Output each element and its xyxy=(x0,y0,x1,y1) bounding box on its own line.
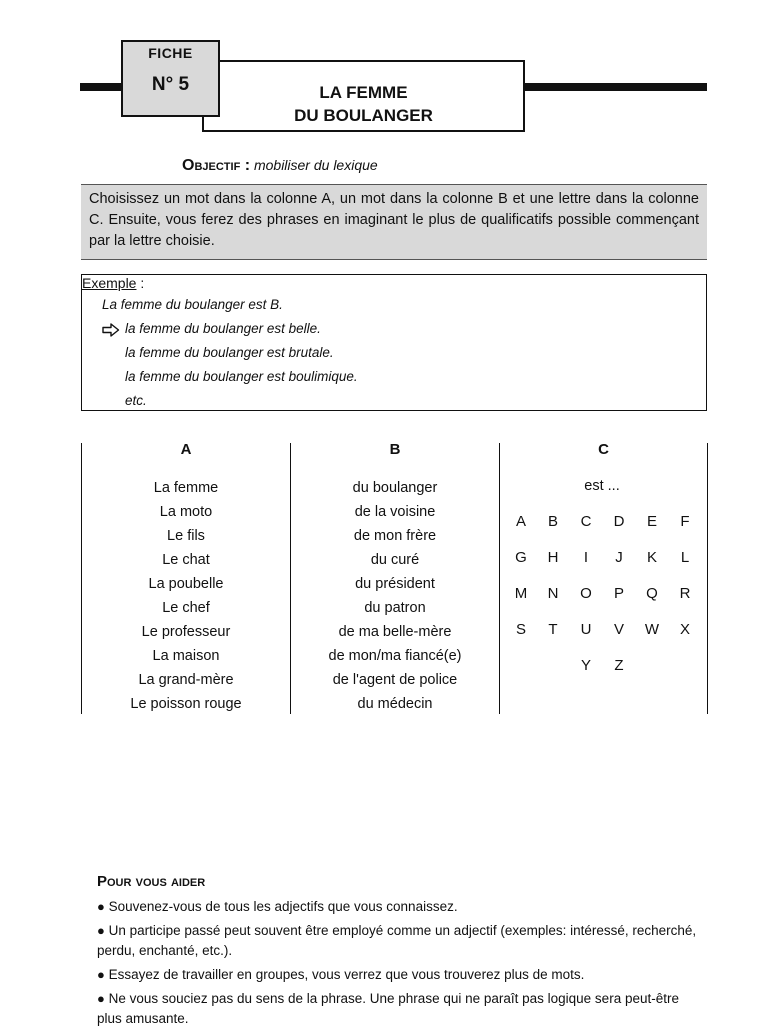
letter: P xyxy=(613,585,624,602)
letter: B xyxy=(547,513,558,530)
letter: X xyxy=(679,621,690,638)
exemple-line: la femme du boulanger est brutale. xyxy=(125,345,334,360)
list-item: Le chat xyxy=(162,552,210,568)
letter: Y xyxy=(580,657,591,674)
column-c-header: C xyxy=(598,441,609,458)
exemple-line: La femme du boulanger est B. xyxy=(102,297,283,312)
help-item: ● Souvenez-vous de tous les adjectifs que vous connaissez. xyxy=(97,899,458,914)
objectif xyxy=(182,157,378,175)
column-c-intro: est ... xyxy=(584,478,620,494)
list-item: de mon frère xyxy=(353,528,437,544)
header-bar-right xyxy=(523,83,707,91)
letter: E xyxy=(646,513,657,530)
fiche-box xyxy=(121,40,220,117)
list-item: de la voisine xyxy=(354,504,436,520)
letter: I xyxy=(583,549,589,566)
bullet-icon: ● xyxy=(97,967,105,982)
letter: W xyxy=(644,621,660,638)
letter: J xyxy=(615,549,623,566)
list-item: du président xyxy=(355,576,435,592)
help-item: ● Essayez de travailler en groupes, vous verrez que vous trouverez plus de mots. xyxy=(97,967,585,982)
help-item: ● Ne vous souciez pas du sens de la phrase. Une phrase qui ne paraît pas logique sera peut-être plus amusante. xyxy=(97,991,679,1026)
column-b-header: B xyxy=(389,441,401,458)
objectif-label: Objectif : xyxy=(182,157,251,174)
letter: Z xyxy=(614,657,624,674)
bullet-icon: ● xyxy=(97,923,105,938)
letter: A xyxy=(515,513,526,530)
exemple-line: la femme du boulanger est belle. xyxy=(125,321,321,336)
exemple-line: la femme du boulanger est boulimique. xyxy=(125,369,358,384)
letter: N xyxy=(547,585,559,602)
list-item: La grand-mère xyxy=(138,672,234,688)
letter: T xyxy=(548,621,558,638)
list-item: du boulanger xyxy=(352,480,438,496)
exemple-title: Exemple : xyxy=(82,275,145,291)
letter: K xyxy=(646,549,657,566)
list-item: La moto xyxy=(159,504,213,520)
letter: C xyxy=(580,513,592,530)
column-b-list xyxy=(291,476,499,716)
help-item: ● Un participe passé peut souvent être employé comme un adjectif (exemples: intéressé, recherché, perdu, enchanté, etc.). xyxy=(97,923,697,958)
column-a-header: A xyxy=(180,441,192,458)
title-box xyxy=(202,60,525,132)
list-item: du médecin xyxy=(357,696,433,712)
list-item: du patron xyxy=(364,600,426,616)
column-divider xyxy=(707,443,708,714)
list-item: La maison xyxy=(152,648,220,664)
letter: U xyxy=(580,621,592,638)
help-title: Pour vous aider xyxy=(97,873,206,890)
letter: R xyxy=(679,585,691,602)
list-item: Le professeur xyxy=(141,624,231,640)
bullet-icon: ● xyxy=(97,991,105,1006)
letter: G xyxy=(515,549,527,566)
letter: H xyxy=(547,549,559,566)
column-a-list xyxy=(82,476,290,716)
list-item: Le chef xyxy=(162,600,210,616)
letter: L xyxy=(680,549,690,566)
bullet-icon: ● xyxy=(97,899,105,914)
objectif-text: mobiliser du lexique xyxy=(253,157,378,173)
list-item: Le poisson rouge xyxy=(130,696,242,712)
list-item: de mon/ma fiancé(e) xyxy=(328,648,462,664)
exemple-box xyxy=(81,274,707,411)
instruction-box: Choisissez un mot dans la colonne A, un mot dans la colonne B et une lettre dans la colonne C. Ensuite, vous ferez des phrases en imaginant le plus de qualificatifs possible commençant par la lettre choisie. xyxy=(81,184,707,260)
list-item: La femme xyxy=(153,480,219,496)
letter: Q xyxy=(646,585,658,602)
list-item: Le fils xyxy=(167,528,205,544)
arrow-right-icon xyxy=(102,323,120,337)
list-item: La poubelle xyxy=(148,576,224,592)
letter: V xyxy=(613,621,624,638)
help-list xyxy=(97,897,697,1033)
letter: M xyxy=(514,585,528,602)
title-line-1: LA FEMME xyxy=(319,83,408,102)
list-item: de l'agent de police xyxy=(332,672,458,688)
fiche-label: FICHE xyxy=(148,45,193,61)
header-bar-left xyxy=(80,83,125,91)
letter: D xyxy=(613,513,625,530)
list-item: du curé xyxy=(370,552,420,568)
title-line-2: DU BOULANGER xyxy=(294,106,433,125)
letter: S xyxy=(515,621,526,638)
letter: F xyxy=(680,513,690,530)
letter: O xyxy=(580,585,592,602)
fiche-number: N° 5 xyxy=(151,74,190,95)
list-item: de ma belle-mère xyxy=(338,624,452,640)
exemple-line: etc. xyxy=(125,393,147,408)
